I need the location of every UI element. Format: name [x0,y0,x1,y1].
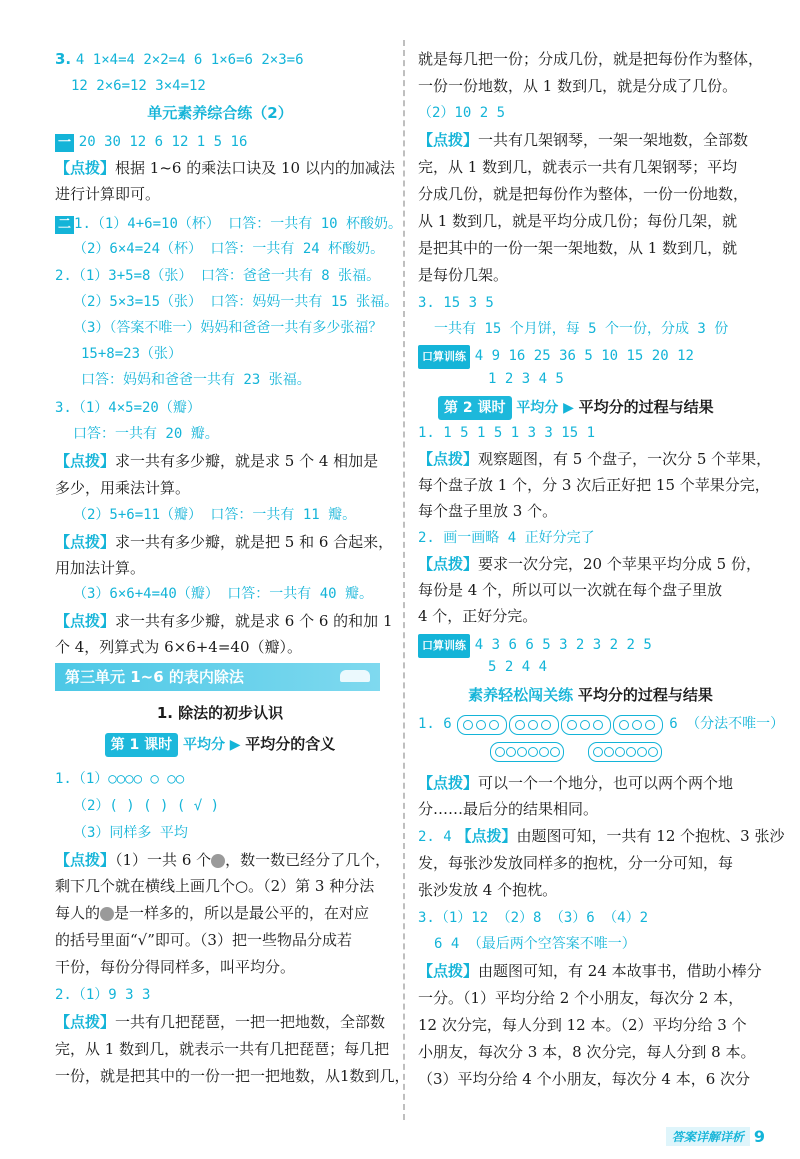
tip-text: （1）一共 6 个 [115,851,212,869]
unit-banner [55,663,380,691]
review-title: 素养轻松闯关练 [468,686,574,704]
tip-text: 一份，就是把其中的一份一把一把地数，从1数到几， [55,1067,410,1085]
answer-line [55,130,247,153]
tip-label: 【点拨】 [55,533,116,551]
tip-text: 从 1 数到几，就是平均分成几份；每份几架，就 [418,212,738,230]
tip-line [418,772,733,794]
answer-line: 5 2 4 4 [488,659,548,675]
answer-line: （3）（答案不唯一）妈妈和爸爸一共有多少张福？ [73,320,383,336]
tip-text: 一共有几把琵琶，一把一把地数，全部数 [115,1013,386,1031]
tip-text: 用加法计算。 [55,559,146,577]
lesson-tag: 第 1 课时 [105,733,179,757]
answer-line [418,633,652,658]
answer-line: 一共有 15 个月饼，每 5 个一份，分成 3 份 [434,321,729,337]
answer-line: 2.（1）9 3 3 [55,987,151,1003]
tip-line [55,531,393,553]
answer-line: 1 2 3 4 5 [488,371,564,387]
answer-line: （3）同样多 平均 [73,825,188,841]
page-footer [666,1125,765,1147]
answer-text: 4 3 6 6 5 3 2 3 2 2 5 [474,637,652,653]
answer-line [55,212,402,235]
tip-text: 一分。（1）平均分给 2 个小朋友，每次分 2 本， [418,989,744,1007]
answer-line: 3. 15 3 5 [418,295,494,311]
tip-text: 就是每几把一份；分成几份，就是把每份作为整体， [418,50,764,68]
tip-label: 【点拨】 [55,159,116,177]
unit-title: 第三单元 1~6 的表内除法 [65,668,244,686]
group-ring [588,742,662,762]
answer-line: （2）( ) ( ) ( √ ) [73,798,220,814]
tip-text: 每人的 [55,904,101,922]
group-ring [490,742,564,762]
tip-text: 进行计算即可。 [55,185,161,203]
part-badge: 一 [55,134,74,152]
answer-line: 15+8=23（张） [81,346,183,362]
tip-text: 完，从 1 数到几，就表示一共有几架钢琴；平均 [418,158,738,176]
lesson-title: 平均分的过程与结果 [578,398,714,416]
answer-line: 2. 画一画略 4 正好分完了 [418,530,595,546]
section-title: 单元素养综合练（2） [147,104,293,122]
tip-text: 是每份几架。 [418,266,509,284]
review-subtitle: 平均分的过程与结果 [577,686,713,704]
tip-text: 分成几份，就是把每份作为整体，一份一份地数， [418,185,749,203]
tip-text: 一份一份地数，从 1 数到几，就是分成了几份。 [418,77,738,95]
tip-label: 【点拨】 [418,450,479,468]
tip-text: 每个盘子里放 3 个。 [418,502,558,520]
answer-line: （3）6×6+4=40（瓣） 口答：一共有 40 瓣。 [73,586,374,602]
tip-label: 【点拨】 [456,827,517,845]
answer-line: （2）5×3=15（张） 口答：妈妈一共有 15 张福。 [73,294,399,310]
tip-label: 【点拨】 [418,131,479,149]
answer-line: 口答：妈妈和爸爸一共有 23 张福。 [81,372,311,388]
section-title [418,684,763,706]
tip-line [55,849,390,871]
lesson-title: 平均分的含义 [245,735,336,753]
tip-text: 根据 1~6 的乘法口诀及 10 以内的加减法 [115,159,395,177]
tip-text: （3）平均分给 4 个小朋友，每次分 4 本，6 次分 [418,1070,751,1088]
tip-label: 【点拨】 [418,774,479,792]
tip-text: 观察题图，有 5 个盘子，一次分 5 个苹果， [478,450,772,468]
oral-calc-badge: 口算训练 [418,634,470,658]
answer-line: 3.（1）12 （2）8 （3）6 （4）2 [418,910,649,926]
answer-line [418,344,694,369]
apple-icon [100,907,114,921]
tip-line [55,610,393,632]
answer-line: 口答：一共有 20 瓣。 [73,426,219,442]
lesson-subtitle: 平均分 [182,737,225,753]
answer-line: （2）10 2 5 [418,105,506,121]
answer-line: 2.（1）3+5=8（张） 口答：爸爸一共有 8 张福。 [55,268,381,284]
lesson-header [438,396,714,420]
tip-text: ，数一数已经分了几个， [225,851,391,869]
answer-line: （2）5+6=11（瓣） 口答：一共有 11 瓣。 [73,507,357,523]
tip-text: 剩下几个就在横线上画几个○。（2）第 3 种分法 [55,877,375,895]
tip-text: 多少，用乘法计算。 [55,479,191,497]
tip-text: 可以一个一个地分，也可以两个两个地 [478,774,734,792]
tip-text: 是把其中的一份一架一架地数，从 1 数到几，就 [418,239,738,257]
answer-line: 6 4 （最后两个空答案不唯一） [434,936,636,952]
play-arrow-icon: ▶ [563,400,574,416]
lesson-subtitle: 平均分 [516,400,559,416]
tip-line [55,902,369,924]
answer-line: 12 2×6=12 3×4=12 [71,78,206,94]
tip-label: 【点拨】 [55,612,116,630]
tip-text: 完，从 1 数到几，就表示一共有几把琵琶；每几把 [55,1040,390,1058]
tip-text: 一共有几架钢琴，一架一架地数，全部数 [478,131,749,149]
tip-line [55,450,378,472]
tip-label: 【点拨】 [55,1013,116,1031]
tip-text: 每份是 4 个，所以可以一次就在每个盘子里放 [418,581,723,599]
tip-label: 【点拨】 [418,962,479,980]
tip-text: 发，每张沙发放同样多的抱枕，分一分可知，每 [418,854,734,872]
grouping-diagram-row2 [478,740,674,762]
lesson-tag: 第 2 课时 [438,396,512,420]
tip-text: 求一共有多少瓣，就是把 5 和 6 合起来， [115,533,394,551]
tip-line [418,553,761,575]
tip-text: 由题图可知，有 24 本故事书，借助小棒分 [478,962,762,980]
play-arrow-icon: ▶ [229,737,241,753]
tip-text: 的括号里面“√”即可。（3）把一些物品分成若 [55,931,352,949]
tip-text: 4 个，正好分完。 [418,607,538,625]
tip-text: 要求一次分完，20 个苹果平均分成 5 份， [478,555,761,573]
answer-text: 20 30 12 6 12 1 5 16 [78,134,248,150]
apple-icon [211,854,225,868]
answer-text: 1.（1）4+6=10（杯） 口答：一共有 10 杯酸奶。 [74,216,403,232]
answer-text: 4 9 16 25 36 5 10 15 20 12 [474,348,694,364]
group-ring [509,715,559,735]
tip-label: 【点拨】 [418,555,479,573]
answer-text: 6 （分法不唯一） [669,716,785,732]
answer-line: 1.（1）○○○○ ○ ○○ [55,771,185,787]
question-number: 3. [55,50,72,68]
answer-line [55,48,304,71]
tip-text: 张沙发放 4 个抱枕。 [418,881,558,899]
column-divider [403,40,405,1120]
footer-label: 答案详解详析 [666,1127,750,1146]
tip-text: 小朋友，每次分 3 本，8 次分完，每人分到 8 本。 [418,1043,756,1061]
question-number: 1. 6 [418,716,452,732]
tip-text: 由题图可知，一共有 12 个抱枕、3 张沙 [516,827,785,845]
tip-text: 干份，每份分得同样多，叫平均分。 [55,958,296,976]
tip-text: 是一样多的，所以是最公平的，在对应 [114,904,370,922]
question-number: 2. 4 [418,829,452,845]
tip-text: 求一共有多少瓣，就是求 5 个 4 相加是 [115,452,379,470]
tip-line [418,825,784,848]
tip-text: 个 4，列算式为 6×6+4=40（瓣）。 [55,638,303,656]
tip-text: 求一共有多少瓣，就是求 6 个 6 的和加 1 [115,612,393,630]
grouping-diagram [457,713,665,735]
subsection-title: 1. 除法的初步认识 [156,704,284,722]
tip-line [55,157,395,179]
tip-line [418,129,748,151]
tip-line [418,960,762,982]
tip-line [55,1011,385,1033]
tip-text: 每个盘子放 1 个，分 3 次后正好把 15 个苹果分完， [418,476,770,494]
tip-label: 【点拨】 [55,851,116,869]
answer-line [418,712,784,735]
group-ring [613,715,663,735]
page-number: 9 [753,1126,765,1146]
tip-label: 【点拨】 [55,452,116,470]
answer-text: 4 1×4=4 2×2=4 6 1×6=6 2×3=6 [75,52,304,68]
answer-line: 1. 1 5 1 5 1 3 3 15 1 [418,425,596,441]
tip-text: 分……最后分的结果相同。 [418,800,599,818]
answer-line: （2）6×4=24（杯） 口答：一共有 24 杯酸奶。 [73,241,385,257]
answer-line: 3.（1）4×5=20（瓣） [55,400,201,416]
lesson-header [55,733,385,757]
tip-line [418,448,771,470]
group-ring [457,715,507,735]
group-ring [561,715,611,735]
part-badge: 二 [55,216,74,234]
car-icon [340,670,370,682]
tip-text: 12 次分完，每人分到 12 本。（2）平均分给 3 个 [418,1016,747,1034]
oral-calc-badge: 口算训练 [418,345,470,369]
